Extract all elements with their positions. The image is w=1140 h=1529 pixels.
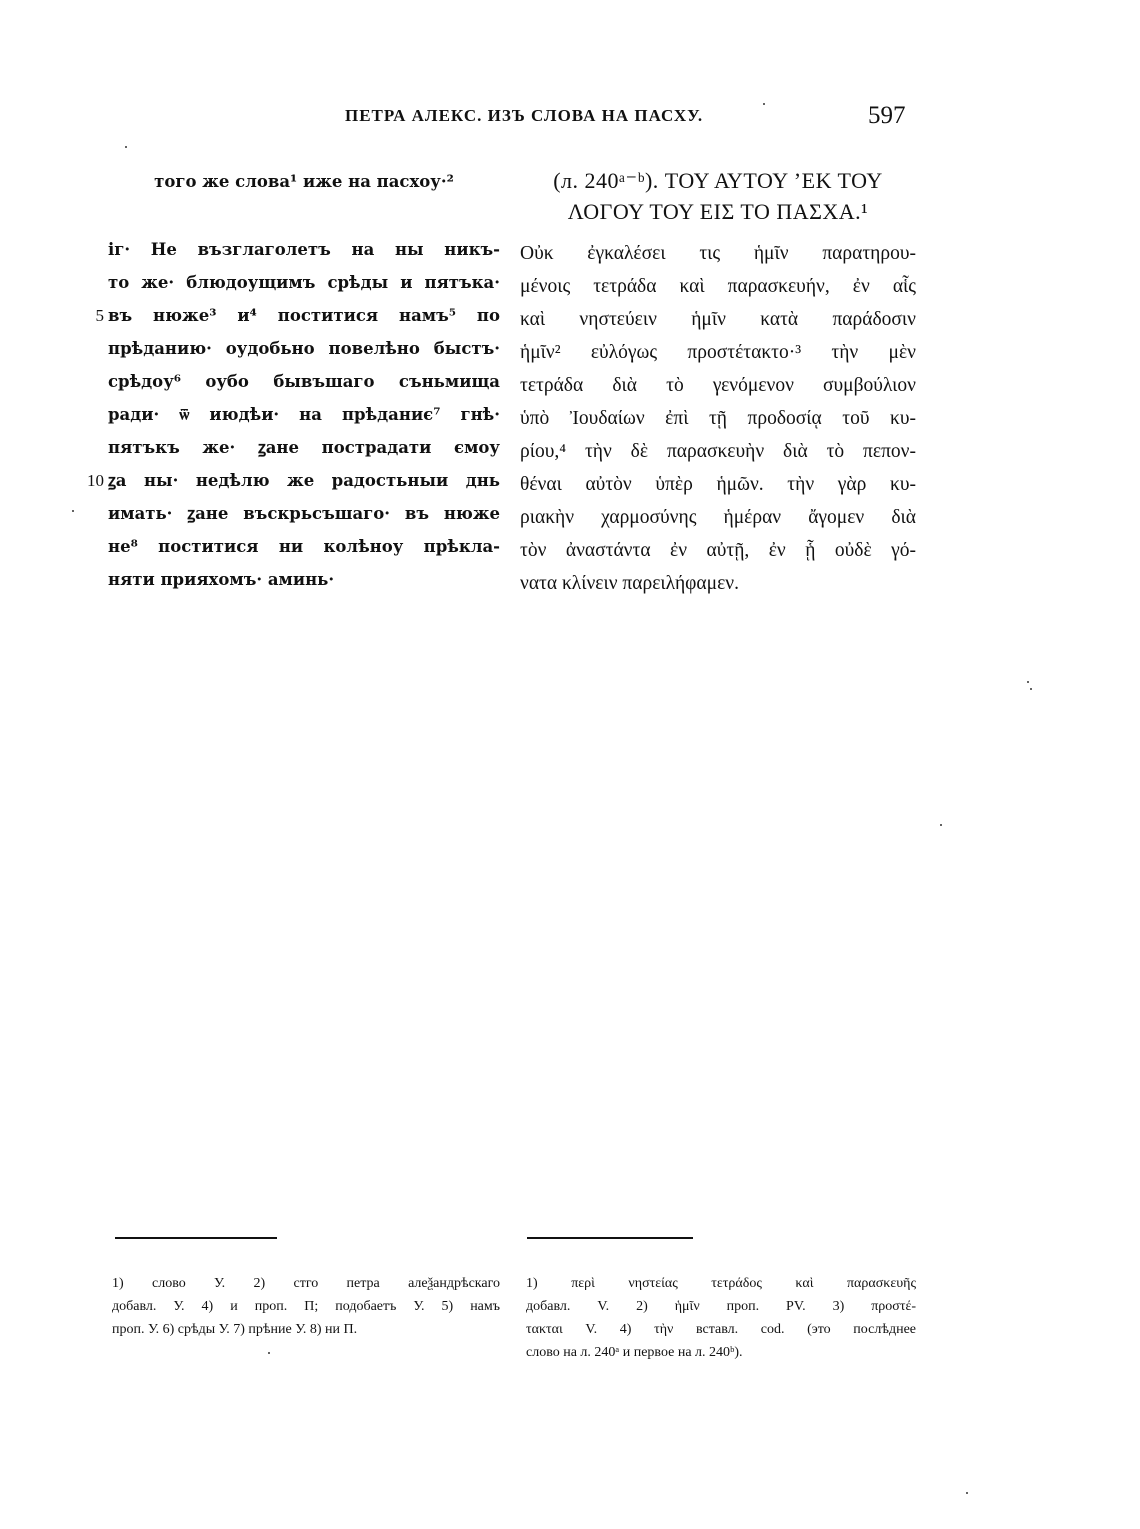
slavonic-line: то же· блюдоущимъ срѣды и пятъка·: [108, 273, 500, 292]
footnote-line: слово на л. 240ᵃ и первое на л. 240ᵇ).: [526, 1345, 743, 1360]
scan-speck: [940, 824, 942, 826]
greek-line: μένοις τετράδα καὶ παρασκευήν, ἐν αἷς: [520, 276, 916, 297]
slavonic-line: ꙁа ны· недѣлю же радостьныи днь: [108, 471, 500, 490]
running-title: ПЕТРА АЛЕКС. ИЗЪ СЛОВА НА ПАСХУ.: [345, 106, 704, 125]
footnote-rule-left: [115, 1237, 277, 1239]
greek-column: [520, 165, 916, 600]
slavonic-line: ради· ѿ июдѣи· на прѣданиє⁷ гнѣ·: [108, 405, 500, 424]
line-number: 5: [95, 306, 104, 325]
slavonic-line: не⁸ поститися ни колѣноу прѣкла-: [108, 537, 500, 556]
footnote-line: добавл. У. 4) и проп. П; подобаетъ У. 5) намъ: [112, 1299, 500, 1314]
footnote-line: 1) περὶ νηστείας τετράδος καὶ παρασκευῆς: [526, 1276, 916, 1291]
page-number: 597: [868, 102, 906, 129]
greek-line: καὶ νηστεύειν ἡμῖν κατὰ παράδοσιν: [520, 309, 916, 330]
scan-speck: [1027, 681, 1029, 683]
footnote-line: проп. У. 6) срѣды У. 7) прѣние У. 8) ни П.: [112, 1322, 358, 1337]
slavonic-column: [87, 165, 500, 596]
greek-line: Οὐκ ἐγκαλέσει τις ἡμῖν παρατηρου-: [520, 243, 916, 264]
slavonic-line: въ нюже³ и⁴ поститися намъ⁵ по: [108, 306, 500, 325]
scan-speck: [966, 1492, 968, 1494]
slavonic-line: няти прияхомъ· аминь·: [108, 570, 335, 589]
greek-line: θέναι αὐτὸν ὑπὲρ ἡμῶν. τὴν γὰρ κυ-: [520, 474, 916, 495]
scan-speck: [763, 103, 765, 105]
greek-line: ριακὴν χαρμοσύνης ἡμέραν ἄγομεν διὰ: [520, 507, 916, 528]
slavonic-line: пятъкъ же· ꙁане пострадати ємоу: [108, 438, 500, 457]
scan-speck: [1030, 688, 1032, 690]
line-number: 10: [87, 471, 104, 490]
greek-line: νατα κλίνειν παρειλήφαμεν.: [520, 573, 739, 594]
scan-speck: [72, 510, 74, 512]
slavonic-line: іг· Не възглаголетъ на ны никъ-: [108, 240, 500, 259]
greek-title-line-2: ΛΟΓΟΥ ΤΟΥ ΕΙΣ ΤΟ ΠΑΣΧΑ.¹: [567, 199, 869, 224]
greek-line: ἡμῖν² εὐλόγως προστέτακτο·³ τὴν μὲν: [520, 342, 916, 363]
scan-speck: [125, 146, 127, 148]
footnote-line: τακται V. 4) τὴν вставл. cod. (это послѣднее: [526, 1322, 916, 1337]
greek-line: τετράδα διὰ τὸ γενόμενον συμβούλιον: [520, 375, 916, 396]
greek-line: ὑπὸ Ἰουδαίων ἐπὶ τῇ προδοσίᾳ τοῦ κυ-: [520, 408, 916, 429]
slavonic-line: прѣданию· оудобьно повелѣно быстъ·: [108, 339, 500, 358]
footnote-line: 1) слово У. 2) стго петра алеѯандрѣскаго: [112, 1276, 500, 1291]
greek-line: τὸν ἀναστάντα ἐν αὐτῇ, ἐν ᾗ οὐδὲ γό-: [520, 540, 916, 561]
greek-title: [520, 165, 916, 227]
footnotes-right: [526, 1272, 916, 1364]
slavonic-title: того же слова¹ иже на пасхоу·²: [154, 172, 454, 191]
greek-title-line-1: (л. 240ᵃ⁻ᵇ). ΤΟΥ ΑΥΤΟΥ ’ΕΚ ΤΟΥ: [553, 168, 883, 193]
footnote-rule-right: [527, 1237, 693, 1239]
footnotes-left: [112, 1272, 500, 1341]
scan-speck: [268, 1352, 270, 1354]
slavonic-line: имать· ꙁане въскрьсъшаго· въ нюже: [108, 504, 500, 523]
footnote-line: добавл. V. 2) ἡμῖν проп. PV. 3) προστέ-: [526, 1299, 916, 1314]
slavonic-line: срѣдоу⁶ оубо бывъшаго съньмища: [108, 372, 500, 391]
greek-line: ρίου,⁴ τὴν δὲ παρασκευὴν διὰ τὸ πεπον-: [520, 441, 916, 462]
